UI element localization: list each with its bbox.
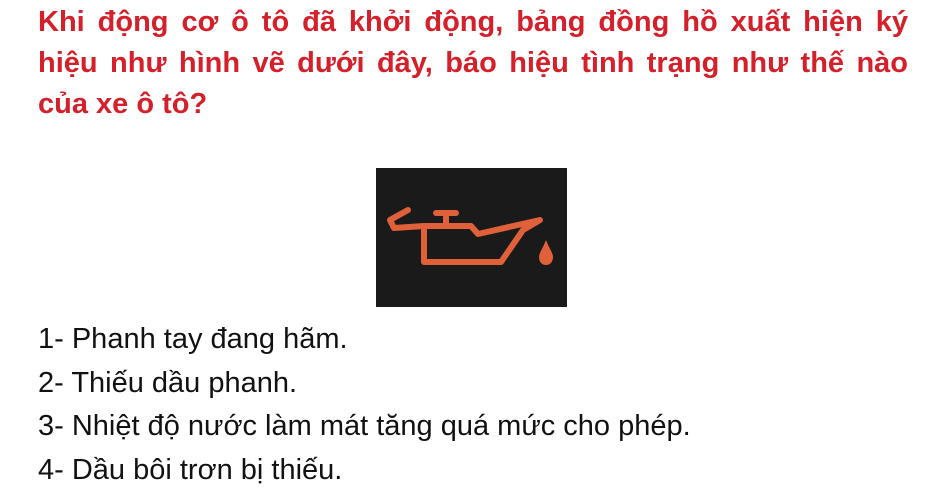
oil-drop-icon [539,240,553,265]
answer-option-2[interactable]: 2- Thiếu dầu phanh. [38,362,691,406]
question-text: Khi động cơ ô tô đã khởi động, bảng đồng hồ xuất hiện ký hiệu như hình vẽ dưới đây, báo hiệu tình trạng như thế nào của xe ô tô? [38,2,908,125]
answer-option-1[interactable]: 1- Phanh tay đang hãm. [38,318,691,362]
answer-option-4[interactable]: 4- Dầu bôi trơn bị thiếu. [38,449,691,492]
answer-options-list [38,318,691,492]
oil-can-icon [376,168,567,307]
answer-option-3[interactable]: 3- Nhiệt độ nước làm mát tăng quá mức cho phép. [38,405,691,449]
warning-light-panel [376,168,567,307]
